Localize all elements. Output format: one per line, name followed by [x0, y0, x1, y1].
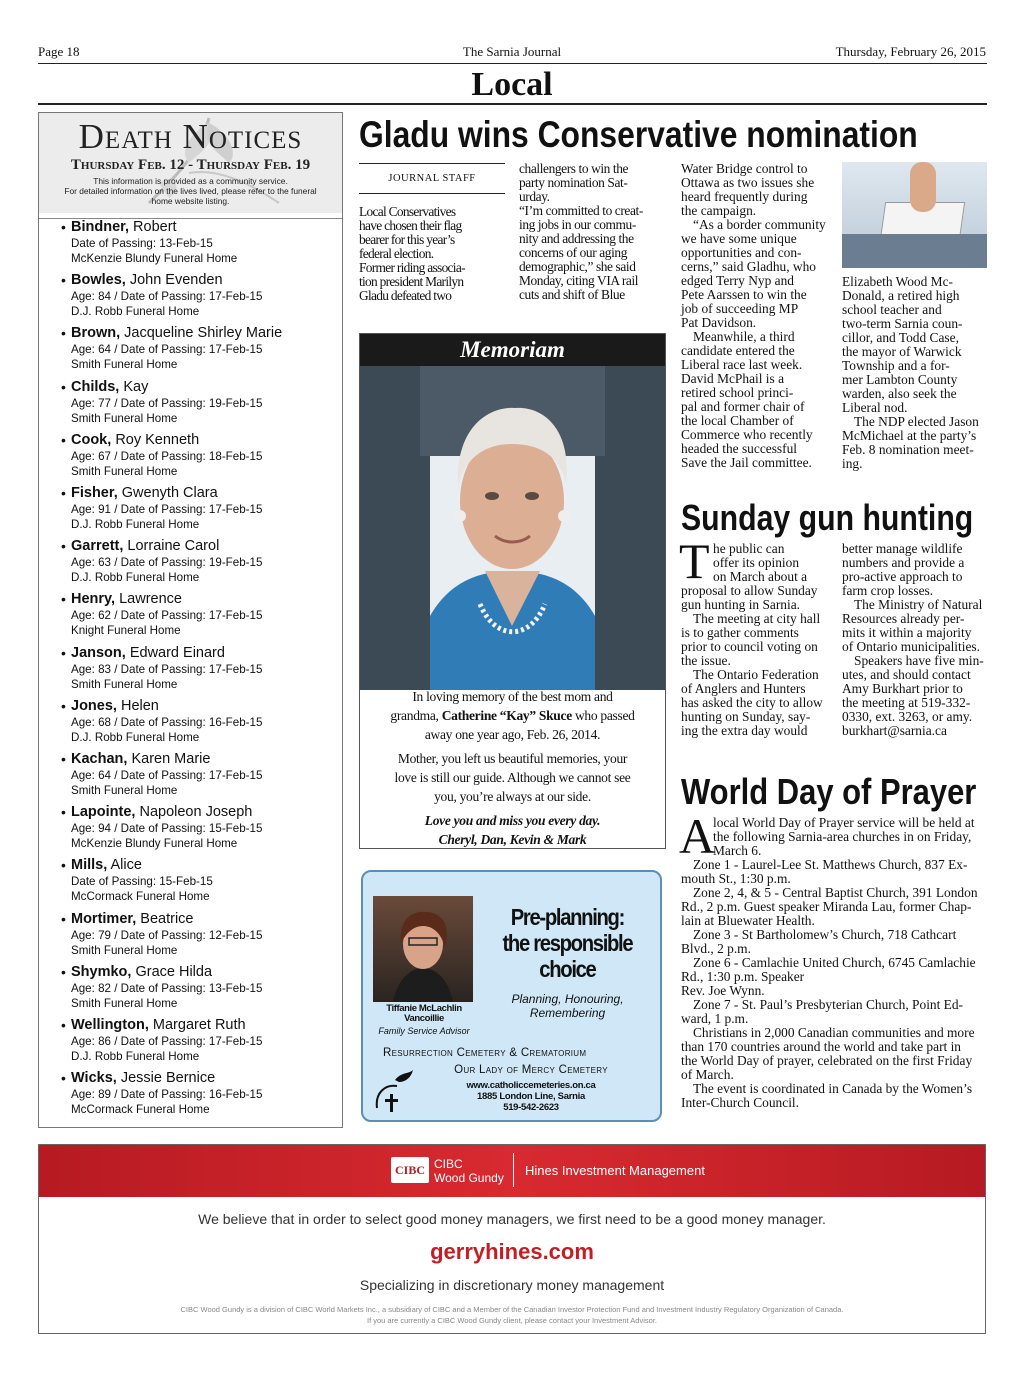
death-notice-entry	[61, 857, 336, 904]
death-notice-entry	[61, 751, 336, 798]
memoriam-line-2: grandma, Catherine “Kay” Skuce who passed	[390, 708, 635, 723]
deceased-name: Henry, Lawrence	[71, 591, 182, 608]
text-line: cillor, and Todd Case,	[842, 330, 959, 345]
text-line: we have some unique	[681, 231, 797, 246]
passing-detail: Age: 62 / Date of Passing: 17-Feb-15	[71, 609, 263, 623]
text-line: “I’m committed to creat-	[519, 203, 643, 218]
bullet: •	[61, 1070, 66, 1087]
memoriam-title: Memoriam	[360, 334, 665, 366]
passing-detail: Age: 86 / Date of Passing: 17-Feb-15	[71, 1035, 263, 1048]
text-line: better manage wildlife	[842, 541, 963, 556]
death-notice-entry	[61, 963, 336, 1011]
text-line: heard frequently during	[681, 189, 808, 204]
text-line: Rev. Joe Wynn.	[681, 983, 765, 998]
text-line: Christians in 2,000 Canadian communities and more	[693, 1025, 975, 1040]
memoriam-line-4: Mother, you left us beautiful memories, your	[397, 751, 628, 766]
gun-col-1	[681, 542, 831, 738]
text-line: Zone 7 - St. Paul’s Presbyterian Church, Point Ed-	[693, 997, 964, 1012]
cibc-fineprint-2: If you are currently a CIBC Wood Gundy client, please contact your Investment Advisor.	[366, 1316, 657, 1325]
passing-detail: Age: 91 / Date of Passing: 17-Feb-15	[71, 503, 263, 516]
text-line: The Ministry of Natural	[854, 597, 983, 612]
death-notice-entry	[61, 644, 336, 692]
text-line: urday.	[519, 189, 550, 204]
text-line: candidate entered the	[681, 343, 795, 358]
gun-headline: Sunday gun hunting	[681, 497, 974, 538]
text-line: tion president Marilyn	[359, 274, 464, 289]
text-line: The Ontario Federation	[693, 667, 819, 682]
funeral-home: D.J. Robb Funeral Home	[71, 305, 200, 319]
funeral-home: McCormack Funeral Home	[71, 1103, 210, 1117]
bullet: •	[61, 325, 66, 342]
passing-detail: Age: 82 / Date of Passing: 13-Feb-15	[71, 981, 263, 995]
preplan-subhead: Planning, Honouring, Remembering	[511, 992, 624, 1020]
text-line: cerns,” said Gladhu, who	[681, 259, 816, 274]
bullet: •	[61, 272, 66, 289]
bullet: •	[61, 431, 66, 448]
gladu-col-3	[681, 162, 831, 470]
memoriam-line-7: Love you and miss you every day.	[424, 813, 601, 828]
bullet: •	[61, 963, 66, 980]
cibc-divider	[513, 1153, 514, 1187]
text-line: Meanwhile, a third	[693, 329, 795, 344]
text-line: federal election.	[359, 246, 434, 261]
passing-detail: Age: 64 / Date of Passing: 17-Feb-15	[71, 343, 263, 357]
gladu-col-1	[359, 205, 509, 303]
death-notices-title: Death Notices	[78, 117, 303, 156]
cibc-url[interactable]: gerryhines.com	[430, 1239, 594, 1264]
text-line: Liberal race last week.	[681, 357, 803, 372]
funeral-home: D.J. Robb Funeral Home	[71, 518, 200, 531]
ballot-box	[842, 234, 987, 268]
advisor-photo	[373, 896, 473, 1002]
bullet: •	[61, 804, 66, 821]
prayer-body	[681, 816, 987, 1110]
text-line: ward, 1 p.m.	[681, 1011, 749, 1026]
funeral-home: Smith Funeral Home	[71, 943, 178, 957]
section-title: Local	[471, 66, 553, 103]
deceased-name: Brown, Jacqueline Shirley Marie	[71, 325, 283, 342]
text-line: utes, and should contact	[842, 667, 971, 682]
death-notice-entry	[61, 431, 336, 479]
portrait-illustration	[360, 366, 665, 690]
deceased-name: Garrett, Lorraine Carol	[71, 538, 220, 555]
death-notice-entry	[61, 1017, 336, 1064]
text-line: of Anglers and Hunters	[681, 681, 806, 696]
cibc-logo: CIBC	[391, 1157, 429, 1183]
death-notices-list	[39, 218, 342, 1123]
deceased-name: Wellington, Margaret Ruth	[71, 1017, 246, 1033]
funeral-home: Knight Funeral Home	[71, 624, 181, 638]
text-line: two-term Sarnia coun-	[842, 316, 963, 331]
death-notice-entry	[61, 219, 336, 266]
ballot-photo	[842, 162, 987, 268]
memoriam-signoff: Cheryl, Dan, Kevin & Mark	[438, 832, 587, 847]
gun-col-2	[842, 542, 992, 738]
passing-detail: Age: 89 / Date of Passing: 16-Feb-15	[71, 1088, 263, 1102]
memoriam-line-3: away one year ago, Feb. 26, 2014.	[424, 727, 601, 742]
section-rule	[38, 103, 987, 105]
deceased-name: Lapointe, Napoleon Joseph	[71, 804, 253, 821]
cibc-ad	[38, 1144, 986, 1334]
deceased-name: Kachan, Karen Marie	[71, 751, 211, 767]
text-line: proposal to allow Sunday	[681, 583, 818, 598]
text-line: nity and addressing the	[519, 231, 634, 246]
bullet: •	[61, 219, 66, 235]
text-line: offer its opinion	[713, 555, 800, 570]
text-line: Water Bridge control to	[681, 161, 808, 176]
text-line: The meeting at city hall	[693, 611, 821, 626]
deceased-name: Wicks, Jessie Bernice	[71, 1070, 216, 1087]
text-line: school teacher and	[842, 302, 942, 317]
text-line: farm crop losses.	[842, 583, 934, 598]
deceased-name: Jones, Helen	[71, 697, 159, 714]
text-line: the mayor of Warwick	[842, 344, 962, 359]
gladu-col-2	[519, 162, 669, 302]
deceased-name: Cook, Roy Kenneth	[71, 431, 200, 448]
bullet: •	[61, 857, 66, 874]
deceased-name: Childs, Kay	[71, 378, 149, 395]
funeral-home: D.J. Robb Funeral Home	[71, 730, 200, 744]
text-line: opportunities and con-	[681, 245, 802, 260]
paper-name: The Sarnia Journal	[462, 44, 562, 59]
text-line: David McPhail is a	[681, 371, 785, 386]
text-line: headed the successful	[681, 441, 798, 456]
text-line: Liberal nod.	[842, 400, 908, 415]
passing-detail: Age: 79 / Date of Passing: 12-Feb-15	[71, 928, 263, 942]
text-line: than 170 countries around the world and take part in	[681, 1039, 962, 1054]
death-notice-entry	[61, 697, 336, 745]
cibc-fineprint-1: CIBC Wood Gundy is a division of CIBC World Markets Inc., a subsidiary of CIBC and a Member of the Canadian Investor Protection Fund and Investment Industry Regulatory Organization of Canada.	[180, 1305, 844, 1314]
text-line: ing the extra day would	[681, 723, 808, 738]
advisor-name: Tiffanie McLachlin Vancoillie	[386, 1003, 462, 1024]
bullet: •	[61, 751, 66, 767]
text-line: Former riding associa-	[359, 260, 465, 275]
text-line: “As a border community	[693, 217, 826, 232]
text-line: local World Day of Prayer service will be held at	[713, 815, 975, 830]
death-notices-box	[38, 112, 343, 1128]
text-line: has asked the city to allow	[681, 695, 823, 710]
funeral-home: D.J. Robb Funeral Home	[71, 571, 200, 585]
text-line: ing jobs in our commu-	[519, 217, 636, 232]
text-line: Commerce who recently	[681, 427, 813, 442]
text-line: Inter-Church Council.	[681, 1095, 799, 1110]
cibc-tagline: We believe that in order to select good money managers, we first need to be a good money manager.	[198, 1211, 826, 1227]
text-line: Zone 2, 4, & 5 - Central Baptist Church, 391 London	[693, 885, 978, 900]
funeral-home: Smith Funeral Home	[71, 996, 178, 1010]
text-line: 0330, ext. 3263, or amy.	[842, 709, 973, 724]
text-line: challengers to win the	[519, 161, 629, 176]
memoriam-line-1: In loving memory of the best mom and	[412, 689, 613, 704]
text-line: the local Chamber of	[681, 413, 794, 428]
text-line: mouth St., 1:30 p.m.	[681, 871, 791, 886]
text-line: mits it within a majority	[842, 625, 972, 640]
funeral-home: McKenzie Blundy Funeral Home	[71, 837, 238, 851]
text-line: Zone 6 - Camlachie United Church, 6745 Camlachie	[693, 955, 976, 970]
memoriam-line-5: love is still our guide. Although we cannot see	[394, 770, 631, 785]
deceased-name: Janson, Edward Einard	[71, 644, 225, 661]
bullet: •	[61, 1017, 66, 1033]
cibc-banner	[39, 1145, 985, 1197]
text-line: lain at Bluewater Health.	[681, 913, 815, 928]
death-notice-entry	[61, 325, 336, 372]
text-line: Township and a for-	[842, 358, 950, 373]
deceased-name: Fisher, Gwenyth Clara	[71, 485, 218, 501]
text-line: burkhart@sarnia.ca	[842, 723, 947, 738]
text-line: the campaign.	[681, 203, 757, 218]
passing-detail: Age: 84 / Date of Passing: 17-Feb-15	[71, 290, 263, 304]
text-line: the following Sarnia-area churches in on Friday,	[713, 829, 972, 844]
text-line: Donald, a retired high	[842, 288, 960, 303]
bullet: •	[61, 910, 66, 927]
preplanning-ad	[361, 870, 662, 1122]
text-line: the World Day of prayer, celebrated on the first Friday	[681, 1053, 973, 1068]
byline-rule-top	[359, 163, 505, 164]
funeral-home: Smith Funeral Home	[71, 677, 178, 691]
memoriam-line-6: you, you’re always at our side.	[434, 789, 591, 804]
gladu-col-4	[842, 275, 992, 471]
text-line: March 6.	[713, 843, 762, 858]
funeral-home: Smith Funeral Home	[71, 411, 178, 425]
funeral-home: McKenzie Blundy Funeral Home	[71, 252, 238, 265]
passing-detail: Date of Passing: 15-Feb-15	[71, 875, 213, 889]
text-line: the issue.	[681, 653, 731, 668]
death-notice-entry	[61, 485, 336, 532]
cemetery-name-1: Resurrection Cemetery & Crematorium	[383, 1047, 587, 1059]
prayer-headline: World Day of Prayer	[681, 771, 977, 812]
text-line: demographic,” she said	[519, 259, 636, 274]
text-line: of March.	[681, 1067, 734, 1082]
text-line: Pat Davidson.	[681, 315, 757, 330]
text-line: Resources already per-	[842, 611, 965, 626]
text-line: he public can	[713, 541, 785, 556]
text-line: Amy Burkhart prior to	[842, 681, 963, 696]
text-line: The NDP elected Jason	[854, 414, 979, 429]
funeral-home: Smith Funeral Home	[71, 358, 178, 372]
passing-detail: Age: 83 / Date of Passing: 17-Feb-15	[71, 662, 263, 676]
death-notices-dates: Thursday Feb. 12 - Thursday Feb. 19	[70, 157, 311, 173]
text-line: prior to council voting on	[681, 639, 818, 654]
death-notice-entry	[61, 378, 336, 426]
text-line: have chosen their flag	[359, 218, 462, 233]
text-line: gun hunting in Sarnia.	[681, 597, 801, 612]
bullet: •	[61, 485, 66, 501]
death-notice-entry	[61, 910, 336, 958]
text-line: numbers and provide a	[842, 555, 965, 570]
deceased-name: Bindner, Robert	[71, 219, 177, 235]
text-line: Zone 1 - Laurel-Lee St. Matthews Church, 837 Ex-	[693, 857, 968, 872]
text-line: warden, also seek the	[842, 386, 957, 401]
text-line: Rd., 2 p.m. Guest speaker Miranda Lau, former Chap-	[681, 899, 972, 914]
text-line: The event is coordinated in Canada by the Women’s	[693, 1081, 973, 1096]
passing-detail: Age: 68 / Date of Passing: 16-Feb-15	[71, 715, 263, 729]
bullet: •	[61, 697, 66, 714]
text-line: Zone 3 - St Bartholomew’s Church, 718 Cathcart	[693, 927, 957, 942]
text-line: Blvd., 2 p.m.	[681, 941, 751, 956]
death-notice-entry	[61, 272, 336, 319]
byline-rule-bottom	[359, 193, 505, 194]
cibc-team-name: Hines Investment Management	[525, 1163, 705, 1178]
text-line: Monday, citing VIA rail	[519, 273, 639, 288]
cemetery-contact: www.catholiccemeteries.on.ca 1885 London Line, Sarnia 519-542-2623	[466, 1080, 596, 1113]
text-line: bearer for this year’s	[359, 232, 455, 247]
funeral-home: Smith Funeral Home	[71, 784, 178, 797]
text-line: cuts and shift of Blue	[519, 287, 625, 302]
text-line: Ottawa as two issues she	[681, 175, 815, 190]
text-line: retired school princi-	[681, 385, 794, 400]
text-line: concerns of our aging	[519, 245, 627, 260]
dove-cross-icon	[371, 1068, 415, 1116]
memoriam-photo	[360, 366, 665, 690]
text-line: job of succeeding MP	[681, 301, 799, 316]
page-number: Page 18	[38, 44, 80, 59]
deceased-name: Shymko, Grace Hilda	[71, 963, 213, 980]
text-line: Pete Aarssen to win the	[681, 287, 807, 302]
advisor-portrait	[373, 896, 473, 1002]
issue-date: Thursday, February 26, 2015	[835, 44, 986, 59]
death-notice-entry	[61, 538, 336, 585]
funeral-home: Smith Funeral Home	[71, 464, 178, 478]
gladu-byline: JOURNAL STAFF	[388, 173, 476, 184]
cemetery-name-2: Our Lady of Mercy Cemetery	[454, 1064, 608, 1076]
text-line: McMichael at the party’s	[842, 428, 977, 443]
text-line: Save the Jail committee.	[681, 455, 812, 470]
death-notice-entry	[61, 591, 336, 638]
funeral-home: D.J. Robb Funeral Home	[71, 1050, 200, 1063]
deceased-name: Bowles, John Evenden	[71, 272, 223, 289]
text-line: party nomination Sat-	[519, 175, 628, 190]
gun-dropcap: T	[679, 533, 710, 589]
text-line: hunting on Sunday, say-	[681, 709, 811, 724]
bullet: •	[61, 591, 66, 608]
memoriam-box	[359, 333, 666, 849]
bullet: •	[61, 538, 66, 555]
hand-finger	[910, 162, 936, 212]
passing-detail: Age: 94 / Date of Passing: 15-Feb-15	[71, 822, 263, 836]
text-line: the meeting at 519-332-	[842, 695, 971, 710]
advisor-role: Family Service Advisor	[378, 1026, 470, 1036]
bullet: •	[61, 378, 66, 395]
passing-detail: Age: 63 / Date of Passing: 19-Feb-15	[71, 556, 263, 570]
passing-detail: Age: 64 / Date of Passing: 17-Feb-15	[71, 769, 263, 782]
text-line: is to gather comments	[681, 625, 799, 640]
text-line: ing.	[842, 456, 863, 471]
preplan-headline: Pre-planning: the responsible choice	[502, 904, 633, 982]
funeral-home: McCormack Funeral Home	[71, 890, 210, 904]
text-line: Rd., 1:30 p.m. Speaker	[681, 969, 805, 984]
passing-detail: Age: 67 / Date of Passing: 18-Feb-15	[71, 449, 263, 463]
death-notice-entry	[61, 1070, 336, 1117]
passing-detail: Date of Passing: 13-Feb-15	[71, 237, 213, 250]
death-notices-header	[39, 113, 342, 213]
text-line: Gladu defeated two	[359, 288, 452, 303]
text-line: Speakers have five min-	[854, 653, 984, 668]
text-line: of Ontario municipalities.	[842, 639, 980, 654]
text-line: Elizabeth Wood Mc-	[842, 274, 953, 289]
death-notices-info: This information is provided as a community service. For detailed information on the lives lived, please refer to the funeral home website listing.	[64, 176, 317, 206]
text-line: mer Lambton County	[842, 372, 958, 387]
text-line: edged Terry Nyp and	[681, 273, 794, 288]
deceased-name: Mortimer, Beatrice	[71, 910, 194, 927]
bullet: •	[61, 644, 66, 661]
text-line: pro-active approach to	[842, 569, 963, 584]
cibc-specialty: Specializing in discretionary money management	[359, 1277, 665, 1293]
text-line: Feb. 8 nomination meet-	[842, 442, 974, 457]
header-rule	[38, 63, 987, 64]
passing-detail: Age: 77 / Date of Passing: 19-Feb-15	[71, 396, 263, 410]
gladu-headline: Gladu wins Conservative nomination	[359, 114, 918, 155]
death-notice-entry	[61, 804, 336, 851]
text-line: Local Conservatives	[359, 204, 456, 219]
prayer-dropcap: A	[679, 808, 716, 864]
text-line: pal and former chair of	[681, 399, 805, 414]
text-line: on March about a	[713, 569, 808, 584]
cibc-brand: CIBC Wood Gundy	[434, 1157, 504, 1185]
deceased-name: Mills, Alice	[71, 857, 142, 874]
